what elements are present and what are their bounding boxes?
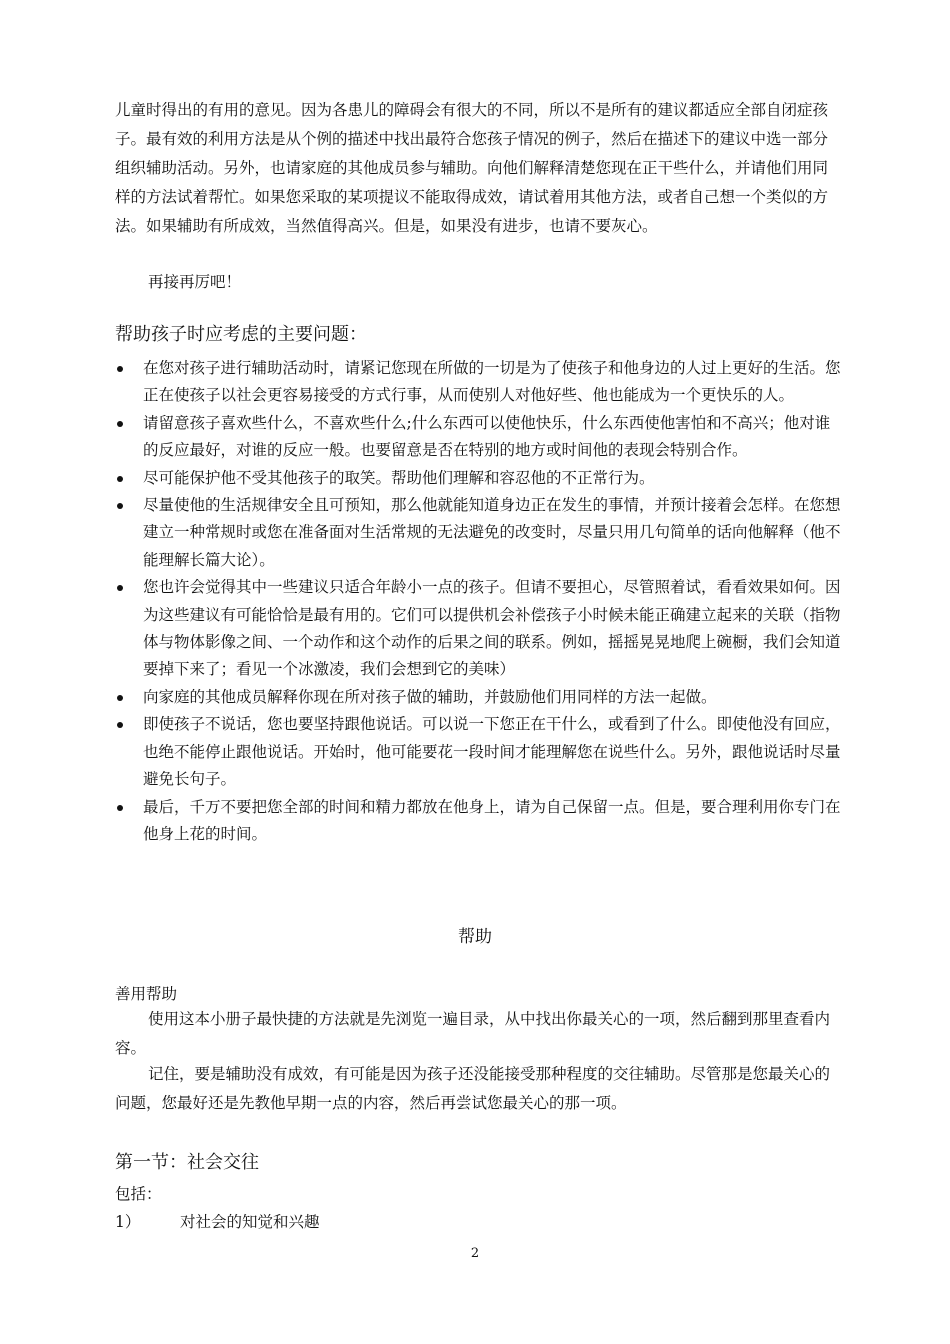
list-item: 在您对孩子进行辅助活动时，请紧记您现在所做的一切是为了使孩子和他身边的人过上更好的生活。您正在使孩子以社会更容易接受的方式行事，从而使别人对他好些、他也能成为一个更快乐的人。 xyxy=(115,355,845,410)
encouragement-line: 再接再厉吧！ xyxy=(148,273,242,291)
intro-paragraph: 儿童时得出的有用的意见。因为各患儿的障碍会有很大的不同，所以不是所有的建议都适应全部自闭症孩子。最有效的利用方法是从个例的描述中找出最符合您孩子情况的例子，然后在描述下的建议中选一部分组织辅助活动。另外，也请家庭的其他成员参与辅助。向他们解释清楚您现在正干些什么，并请他们用同样的方法试着帮忙。如果您采取的某项提议不能取得成效，请试着用其他方法，或者自己想一个类似的方法。如果辅助有所成效，当然值得高兴。但是，如果没有进步，也请不要灰心。 xyxy=(115,101,829,235)
section-title: 第一节：社会交往 xyxy=(115,1152,259,1173)
issues-list xyxy=(115,355,845,848)
item-number: 1） xyxy=(115,1213,141,1231)
help-subtitle: 善用帮助 xyxy=(115,985,178,1003)
list-item: 请留意孩子喜欢些什么，不喜欢些什么;什么东西可以使他快乐，什么东西使他害怕和不高兴；他对谁的反应最好，对谁的反应一般。也要留意是否在特别的地方或时间他的表现会特别合作。 xyxy=(115,410,845,465)
list-item: 即使孩子不说话，您也要坚持跟他说话。可以说一下您正在干什么，或看到了什么。即使他没有回应，也绝不能停止跟他说话。开始时，他可能要花一段时间才能理解您在说些什么。另外，跟他说话时尽量避免长句子。 xyxy=(115,711,845,793)
list-item: 尽可能保护他不受其他孩子的取笑。帮助他们理解和容忍他的不正常行为。 xyxy=(115,465,845,492)
issues-heading: 帮助孩子时应考虑的主要问题： xyxy=(115,324,367,345)
help-paragraph-2: 记住，要是辅助没有成效，有可能是因为孩子还没能接受那种程度的交往辅助。尽管那是您最关心的问题，您最好还是先教他早期一点的内容，然后再尝试您最关心的那一项。 xyxy=(115,1065,831,1112)
help-title: 帮助 xyxy=(458,927,492,947)
help-paragraph-1: 使用这本小册子最快捷的方法就是先浏览一遍目录，从中找出你最关心的一项，然后翻到那里查看内容。 xyxy=(115,1010,831,1057)
page-number: 2 xyxy=(470,1246,480,1261)
list-item: 尽量使他的生活规律安全且可预知，那么他就能知道身边正在发生的事情，并预计接着会怎样。在您想建立一种常规时或您在准备面对生活常规的无法避免的改变时，尽量只用几句简单的话向他解释（他不能理解长篇大论）。 xyxy=(115,492,845,574)
item-text: 对社会的知觉和兴趣 xyxy=(180,1213,320,1231)
list-item: 向家庭的其他成员解释你现在所对孩子做的辅助，并鼓励他们用同样的方法一起做。 xyxy=(115,684,845,711)
list-item: 您也许会觉得其中一些建议只适合年龄小一点的孩子。但请不要担心，尽管照着试，看看效果如何。因为这些建议有可能恰恰是最有用的。它们可以提供机会补偿孩子小时候未能正确建立起来的关联（指物体与物体影像之间、一个动作和这个动作的后果之间的联系。例如，摇摇晃晃地爬上碗橱，我们会知道要掉下来了；看见一个冰激凌，我们会想到它的美味） xyxy=(115,574,845,684)
includes-label: 包括： xyxy=(115,1185,162,1203)
list-item: 最后，千万不要把您全部的时间和精力都放在他身上，请为自己保留一点。但是，要合理利用你专门在他身上花的时间。 xyxy=(115,794,845,849)
